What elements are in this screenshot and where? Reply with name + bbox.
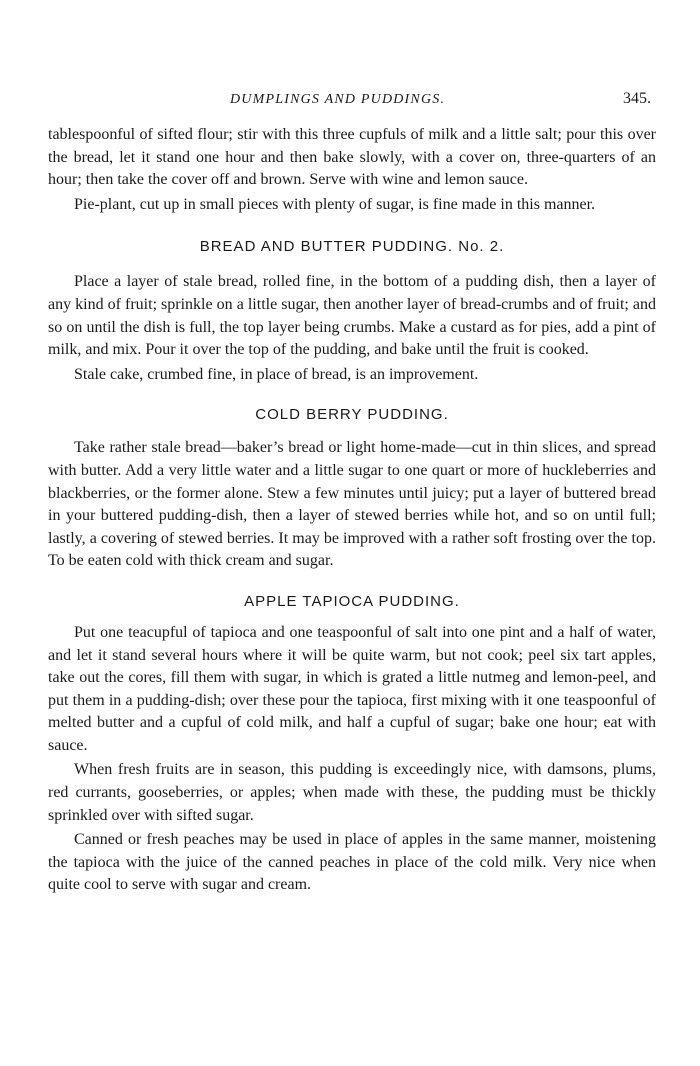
- continued-paragraph: tablespoonful of sifted flour; stir with this three cupfuls of milk and a little salt; pour this over the bread, let it stand one hour and then bake slowly, with a cover on, three-quarters of an hour; then take the cover off and brown. Serve with wine and lemon sauce.: [48, 126, 656, 189]
- recipe-heading-apple-tapioca-pudding: APPLE TAPIOCA PUDDING.: [244, 592, 460, 610]
- recipe-paragraph: Canned or fresh peaches may be used in place of apples in the same manner, moistening the tapioca with the juice of the canned peaches in place of the cold milk. Very nice when quite cool to serve with sugar and cream.: [48, 831, 656, 894]
- pie-plant-paragraph: Pie-plant, cut up in small pieces with plenty of sugar, is fine made in this manner.: [74, 195, 596, 213]
- recipe-paragraph: Place a layer of stale bread, rolled fine, in the bottom of a pudding dish, then a layer of any kind of fruit; sprinkle on a little sugar, then another layer of bread-crumbs and of fruit; and so on until the dish is full, the top layer being crumbs. Make a custard as for pies, add a pint of milk, and mix. Pour it over the top of the pudding, and bake until the fruit is cooked.: [48, 273, 656, 359]
- page-number: 345.: [623, 90, 651, 107]
- body-text: [48, 124, 656, 899]
- recipe-paragraph: Take rather stale bread—baker’s bread or light home-made—cut in thin slices, and spread with butter. Add a very little water and a little sugar to one quart or more of huckleberries and blackberries, or the former alone. Stew a few minutes until juicy; put a layer of buttered bread in your buttered pudding-dish, then a layer of stewed berries while hot, and so on until full; lastly, a covering of stewed berries. It may be improved with a rather soft frosting over the top. To be eaten cold with thick cream and sugar.: [48, 439, 656, 570]
- recipe-paragraph: When fresh fruits are in season, this pudding is exceedingly nice, with damsons, plums, red currants, gooseberries, or apples; when made with these, the pudding must be thickly sprinkled over with sifted sugar.: [48, 761, 656, 824]
- recipe-paragraph: Stale cake, crumbed fine, in place of bread, is an improvement.: [74, 365, 479, 383]
- running-title: DUMPLINGS AND PUDDINGS.: [230, 92, 446, 107]
- recipe-paragraph: Put one teacupful of tapioca and one teaspoonful of salt into one pint and a half of water, and let it stand several hours where it will be quite warm, but not cook; peel six tart apples, take out the cores, fill them with sugar, in which is grated a little nutmeg and lemon-peel, and put them in a pudding-dish; over these pour the tapioca, first mixing with it one teaspoonful of melted butter and a cupful of cold milk, and half a cupful of sugar; bake one hour; eat with sauce.: [48, 623, 656, 754]
- running-head: [0, 92, 700, 112]
- recipe-heading-bread-and-butter-pudding: BREAD AND BUTTER PUDDING. No. 2.: [199, 238, 505, 256]
- recipe-heading-cold-berry-pudding: COLD BERRY PUDDING.: [255, 406, 449, 424]
